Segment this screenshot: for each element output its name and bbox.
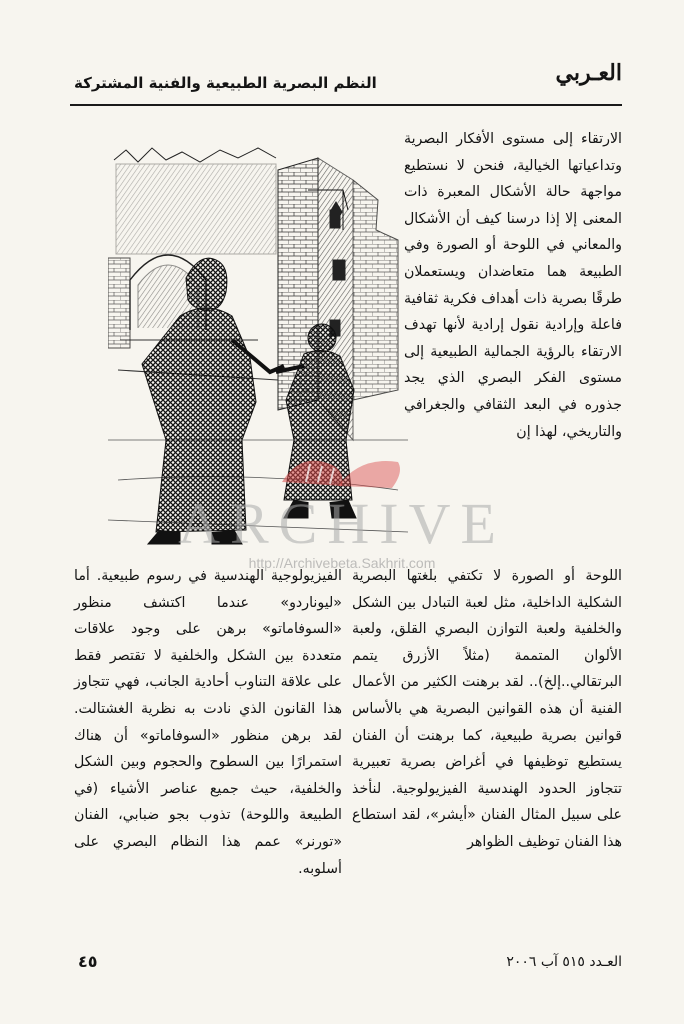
header-rule [70, 104, 622, 106]
paragraph: الفيزيولوجية الهندسية في رسوم طبيعية. أما «ليوناردو» عندما اكتشف منظور «السوفاماتو» برهن على وجود علاقات متعددة بين الشكل والخلفية لا تقتصر فقط على علاقة التناوب أحادية الجانب، فهي تتجاوز هذا القانون الذي نادت به نظرية الغشتالت. لقد برهن منظور «السوفاماتو» أن هناك استمرارًا بين السطوح والحجوم وبين الشكل والخلفية، حيث جميع عناصر الأشياء (في الطبيعة واللوحة) تذوب بجو ضبابي، الفنان «تورنر» عمم هذا النظام البصري على أسلوبه. [74, 568, 342, 877]
article-column-right-top [404, 126, 622, 445]
page-number: ٤٥ [78, 952, 98, 971]
watermark-text: ARCHIVE [178, 491, 506, 556]
sketch-illustration [108, 140, 408, 550]
issue-info: العـدد ٥١٥ آب ٢٠٠٦ [506, 954, 622, 970]
running-title: النظم البصرية الطبيعية والفنية المشتركة [74, 74, 377, 92]
article-column-left [74, 563, 342, 882]
paragraph: اللوحة أو الصورة لا تكتفي بلغتها البصرية الشكلية الداخلية، مثل لعبة التبادل بين الشكل والخلفية ولعبة التوازن البصري القلق، ولعبة الألوان المتممة (مثلاً الأزرق يتمم البرتقالي..إلخ).. لقد برهنت الكثير من الأعمال الفنية أن هذه القوانين البصرية هي بالأساس قوانين بصرية طبيعية، كما برهنت أن الفنان يستطيع توظيفها في أغراض بصرية تعبيرية تتجاوز الحدود الهندسية الفيزيولوجية. لنأخذ على سبيل المثال الفنان «أيشر»، لقد استطاع هذا الفنان توظيف الظواهر [352, 568, 622, 850]
article-column-right-bottom [352, 563, 622, 856]
watermark-url: http://Archivebeta.Sakhrit.com [248, 555, 436, 571]
paragraph: الارتقاء إلى مستوى الأفكار البصرية وتداعياتها الخيالية، فنحن لا نستطيع مواجهة حالة الأشكال المعبرة ذات المعنى إلا إذا درسنا كيف أن الأشكال والمعاني في اللوحة أو الصورة وفي الطبيعة هما متعاضدان ويستعملان طرقًا بصرية ذات أهداف فكرية ثقافية فاعلة وإرادية نقول إرادية لأنها تهدف الارتقاء بالرؤية الجمالية الطبيعية إلى مستوى الفكر البصري الذي يجد جذوره في البعد الثقافي والجغرافي والتاريخي، لهذا إن [404, 131, 622, 440]
magazine-masthead: العـربي [555, 60, 622, 86]
